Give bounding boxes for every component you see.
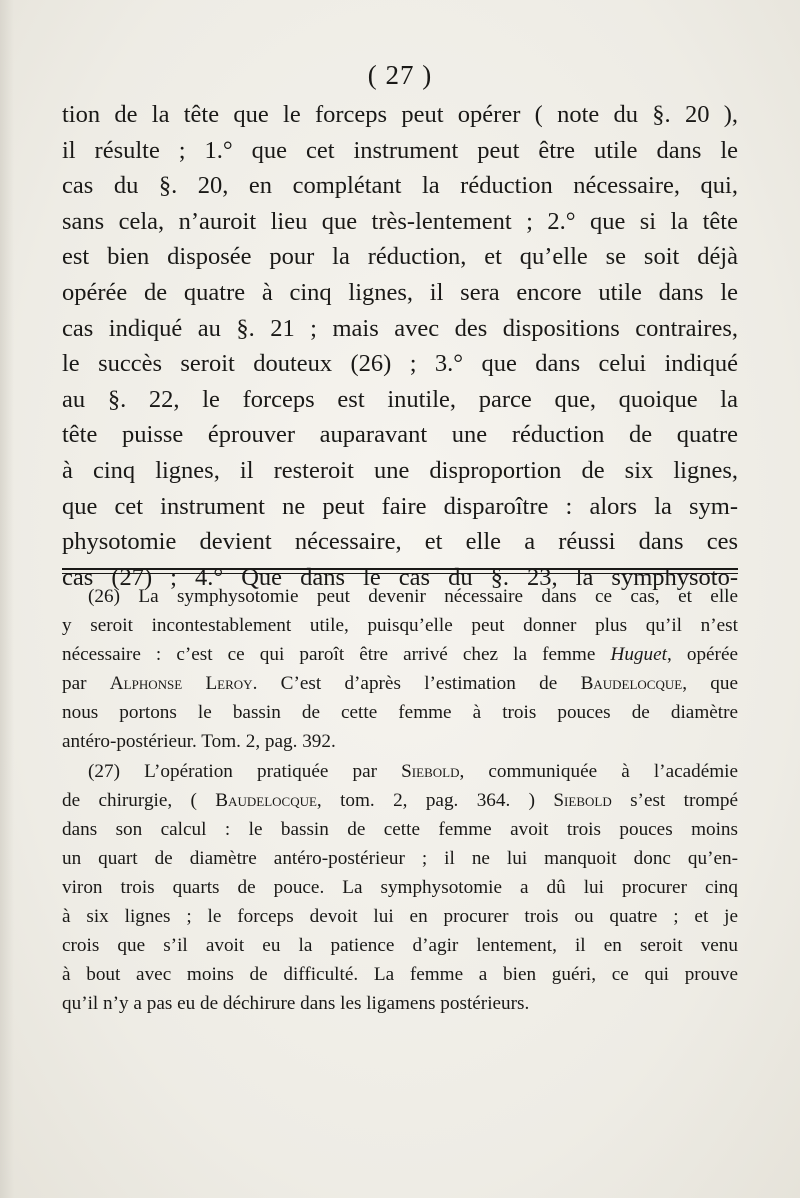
footnote-text: par [62,673,110,695]
footnote-line [62,757,738,786]
body-line: le succès seroit douteux (26) ; 3.° que dans celui indiqué [62,350,738,378]
person-name: Siebold [553,789,612,811]
footnote-26 [62,582,738,757]
footnote-line: (26) La symphysotomie peut devenir nécessaire dans ce cas, et elle [88,586,738,607]
footnote-line: crois que s’il avoit eu la patience d’agir lentement, il en seroit venu [62,935,738,957]
person-name: Baudelocque [580,673,683,695]
footnote-line: à six lignes ; le forceps devoit lui en procurer trois ou quatre ; et je [62,906,738,928]
footnote-line: qu’il n’y a pas eu de déchirure dans les ligamens postérieurs. [62,993,530,1015]
footnote-text: , communiquée à l’académie [459,760,739,782]
body-line: à cinq lignes, il resteroit une disproportion de six lignes, [62,456,738,484]
person-name: Baudelocque [215,789,317,811]
page-number: ( 27 ) [367,60,433,90]
body-line: opérée de quatre à cinq lignes, il sera encore utile dans le [62,278,738,306]
body-line: est bien disposée pour la réduction, et qu’elle se soit déjà [62,243,738,271]
body-line: au §. 22, le forceps est inutile, parce que, quoique la [62,385,738,413]
footnote-line: un quart de diamètre antéro-postérieur ; il ne lui manquoit donc qu’en- [62,847,738,869]
page-gutter-shadow [0,0,14,1198]
person-name: Huguet [610,644,667,666]
body-line: il résulte ; 1.° que cet instrument peut être utile dans le [62,136,738,164]
footnote-text: s’est trompé [611,789,738,811]
body-line: tête puisse éprouver auparavant une réduction de quatre [62,421,738,449]
footnote-text: . C’est d’après l’estimation de [252,673,581,695]
footnote-27 [62,757,738,1019]
footnote-text: , opérée [666,644,738,666]
footnote-line: dans son calcul : le bassin de cette femme avoit trois pouces moins [62,818,738,840]
body-line: cas (27) ; 4.° Que dans le cas du §. 23, la symphysoto- [62,563,738,591]
body-line: sans cela, n’auroit lieu que très-lentement ; 2.° que si la tête [62,207,738,235]
footnote-line: viron trois quarts de pouce. La symphysotomie a dû lui procurer cinq [62,876,738,898]
footnote-line: antéro-postérieur. Tom. 2, pag. 392. [62,731,336,753]
footnote-separator-rule [62,568,738,574]
footnote-line: à bout avec moins de difficulté. La femme a bien guéri, ce qui prouve [62,964,738,986]
footnote-text: (27) L’opération pratiquée par [88,760,402,782]
body-line: tion de la tête que le forceps peut opérer ( note du §. 20 ), [62,101,738,128]
body-line: que cet instrument ne peut faire disparoître : alors la sym- [62,492,738,520]
body-line: cas du §. 20, en complétant la réduction nécessaire, qui, [62,172,738,200]
footnote-line: y seroit incontestablement utile, puisqu’elle peut donner plus qu’il n’est [62,615,738,637]
footnote-text: , que [682,673,738,695]
footnote-line [62,640,738,669]
footnote-line: nous portons le bassin de cette femme à trois pouces de diamètre [62,702,738,724]
person-name: Siebold [401,760,460,782]
body-line: cas indiqué au §. 21 ; mais avec des dispositions contraires, [62,314,738,342]
body-line: physotomie devient nécessaire, et elle a réussi dans ces [62,528,738,556]
footnote-line [62,786,738,815]
footnote-text: de chirurgie, ( [62,789,216,811]
footnote-line [62,669,738,698]
person-name: Alphonse Leroy [109,673,253,695]
footnotes [62,582,738,1018]
footnote-text: , tom. 2, pag. 364. ) [316,789,554,811]
footnote-text: nécessaire : c’est ce qui paroît être arrivé chez la femme [62,644,611,666]
main-text [62,97,738,595]
